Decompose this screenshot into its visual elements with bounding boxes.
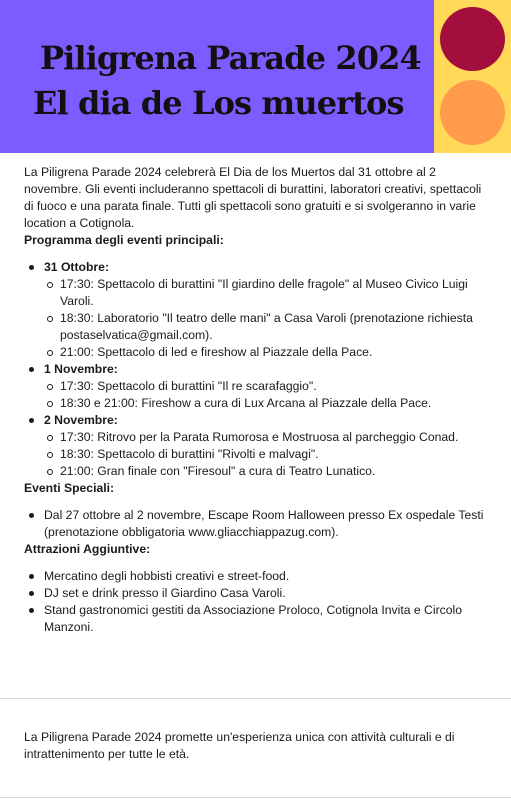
day-events-list	[44, 378, 494, 412]
day-events-list	[44, 276, 494, 361]
section-divider	[0, 698, 511, 699]
program-list	[24, 259, 494, 480]
special-events-list	[24, 507, 494, 541]
attraction-item: Mercatino degli hobbisti creativi e street-food.	[24, 568, 494, 585]
program-day	[24, 361, 494, 412]
event-item: 18:30: Laboratorio "Il teatro delle mani" a Casa Varoli (prenotazione richiesta postaselvatica@gmail.com).	[44, 310, 494, 344]
main-content	[24, 164, 494, 636]
attraction-item: Stand gastronomici gestiti da Associazione Proloco, Cotignola Invita e Circolo Manzoni.	[24, 602, 494, 636]
header-banner	[0, 0, 511, 153]
program-day	[24, 259, 494, 361]
day-events-list	[44, 429, 494, 480]
section-divider	[0, 797, 511, 798]
attractions-list	[24, 568, 494, 636]
event-item: 18:30 e 21:00: Fireshow a cura di Lux Arcana al Piazzale della Pace.	[44, 395, 494, 412]
special-events-heading: Eventi Speciali:	[24, 481, 115, 495]
event-item: 21:00: Spettacolo di led e fireshow al Piazzale della Pace.	[44, 344, 494, 361]
event-item: 21:00: Gran finale con "Firesoul" a cura di Teatro Lunatico.	[44, 463, 494, 480]
event-item: 17:30: Ritrovo per la Parata Rumorosa e Mostruosa al parcheggio Conad.	[44, 429, 494, 446]
day-label: 2 Novembre:	[44, 413, 118, 427]
event-item: 18:30: Spettacolo di burattini "Rivolti e malvagi".	[44, 446, 494, 463]
decorative-circle-crimson	[440, 7, 505, 71]
day-label: 31 Ottobre:	[44, 260, 110, 274]
attraction-item: DJ set e drink presso il Giardino Casa Varoli.	[24, 585, 494, 602]
page-title-line-2: El dia de Los muertos	[33, 84, 404, 122]
special-event-item: Dal 27 ottobre al 2 novembre, Escape Room Halloween presso Ex ospedale Testi (prenotazione obbligatoria www.gliacchiappazug.com).	[24, 507, 494, 541]
program-day	[24, 412, 494, 480]
attractions-heading: Attrazioni Aggiuntive:	[24, 542, 151, 556]
page-title-line-1: Piligrena Parade 2024	[40, 39, 421, 77]
intro-paragraph: La Piligrena Parade 2024 celebrerà El Dia de los Muertos dal 31 ottobre al 2 novembre. Gli eventi includeranno spettacoli di burattini, laboratori creativi, spettacoli di fuoco e una parata finale. Tutti gli spettacoli sono gratuiti e si svolgeranno in varie location a Cotignola.	[24, 165, 482, 230]
event-item: 17:30: Spettacolo di burattini "Il re scarafaggio".	[44, 378, 494, 395]
program-heading: Programma degli eventi principali:	[24, 233, 224, 247]
day-label: 1 Novembre:	[44, 362, 118, 376]
event-item: 17:30: Spettacolo di burattini "Il giardino delle fragole" al Museo Civico Luigi Varoli.	[44, 276, 494, 310]
decorative-circle-orange	[440, 80, 505, 145]
closing-paragraph: La Piligrena Parade 2024 promette un'esperienza unica con attività culturali e di intrattenimento per tutte le età.	[24, 730, 455, 761]
